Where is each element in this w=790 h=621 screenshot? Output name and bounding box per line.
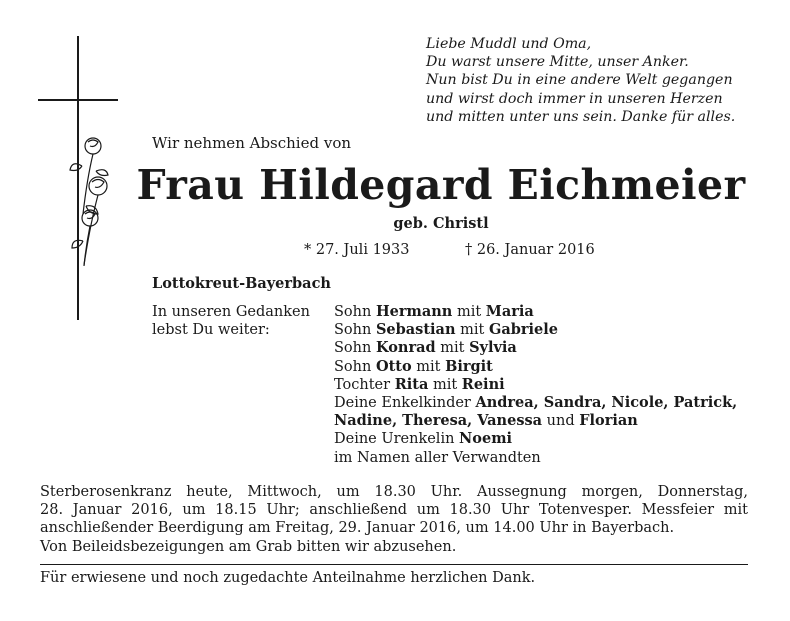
family-line: [334, 303, 737, 321]
family-name: Florian: [579, 412, 638, 430]
thoughts-line: lebst Du weiter:: [152, 322, 270, 339]
poem-line: Liebe Muddl und Oma,: [426, 36, 592, 52]
family-name: Reini: [461, 375, 505, 393]
family-text: mit: [411, 358, 446, 375]
intro-text: Wir nehmen Abschied von: [152, 134, 352, 152]
funeral-line: anschließender Beerdigung am Freitag, 29. Januar 2016, um 14.00 Uhr in Bayerbach.: [40, 520, 675, 537]
family-name: Maria: [485, 303, 534, 320]
maiden-name: geb. Christl: [393, 215, 489, 232]
family-text: Sohn: [334, 340, 376, 357]
family-text: Sohn: [334, 322, 376, 339]
poem-line: Nun bist Du in eine andere Welt gegangen: [426, 72, 733, 89]
family-name: Birgit: [445, 357, 493, 375]
family-text: mit: [435, 340, 470, 357]
birth-date: * 27. Juli 1933: [304, 242, 410, 258]
thanks-note: Für erwiesene und noch zugedachte Anteilnahme herzlichen Dank.: [40, 570, 536, 586]
family-name: Nadine, Theresa, Vanessa: [334, 412, 543, 430]
family-name: Sebastian: [375, 321, 456, 339]
family-line: [334, 412, 737, 430]
thoughts-line: In unseren Gedanken: [152, 304, 310, 320]
family-name: Hermann: [375, 303, 453, 320]
family-text: mit: [428, 376, 462, 393]
family-text: Sohn: [334, 304, 376, 320]
thoughts-label: [152, 303, 310, 339]
family-text: Sohn: [334, 358, 376, 375]
family-name: Otto: [375, 357, 412, 375]
funeral-line: Sterberosenkranz heute, Mittwoch, um 18.30 Uhr. Aussegnung morgen, Donnerstag,: [40, 484, 748, 500]
family-line: [334, 321, 737, 339]
family-text: mit: [455, 322, 489, 339]
family-line: [334, 339, 737, 357]
family-text: Deine Urenkelin: [334, 431, 460, 448]
funeral-details: [40, 483, 748, 538]
poem: [426, 35, 735, 126]
family-list: [334, 303, 737, 467]
family-name: Andrea, Sandra, Nicole, Patrick,: [475, 394, 738, 412]
family-line: [334, 358, 737, 376]
poem-line: und wirst doch immer in unseren Herzen: [426, 90, 723, 107]
family-name: Sylvia: [469, 339, 517, 357]
family-line: [334, 394, 737, 412]
divider: [40, 564, 748, 565]
family-text: Deine Enkelkinder: [334, 395, 476, 412]
condolence-note: Von Beileidsbezeigungen am Grab bitten wir abzusehen.: [40, 539, 457, 555]
death-date: † 26. Januar 2016: [465, 242, 595, 258]
family-name: Gabriele: [488, 321, 558, 339]
place-name: Lottokreut-Bayerbach: [152, 275, 331, 292]
deceased-name: Frau Hildegard Eichmeier: [136, 161, 746, 209]
family-text: Tochter: [334, 376, 395, 393]
family-name: Rita: [394, 375, 429, 393]
family-text: und: [542, 413, 580, 430]
family-line: [334, 376, 737, 394]
family-text: im Namen aller Verwandten: [334, 449, 541, 466]
poem-line: Du warst unsere Mitte, unser Anker.: [426, 54, 689, 71]
family-name: Noemi: [459, 430, 513, 448]
family-name: Konrad: [375, 339, 436, 357]
funeral-line: 28. Januar 2016, um 18.15 Uhr; anschließend um 18.30 Uhr Totenvesper. Messfeier mit: [40, 502, 748, 519]
family-line: [334, 449, 737, 467]
poem-line: und mitten unter uns sein. Danke für alles.: [426, 108, 736, 125]
family-text: mit: [452, 304, 486, 320]
family-line: [334, 430, 737, 448]
